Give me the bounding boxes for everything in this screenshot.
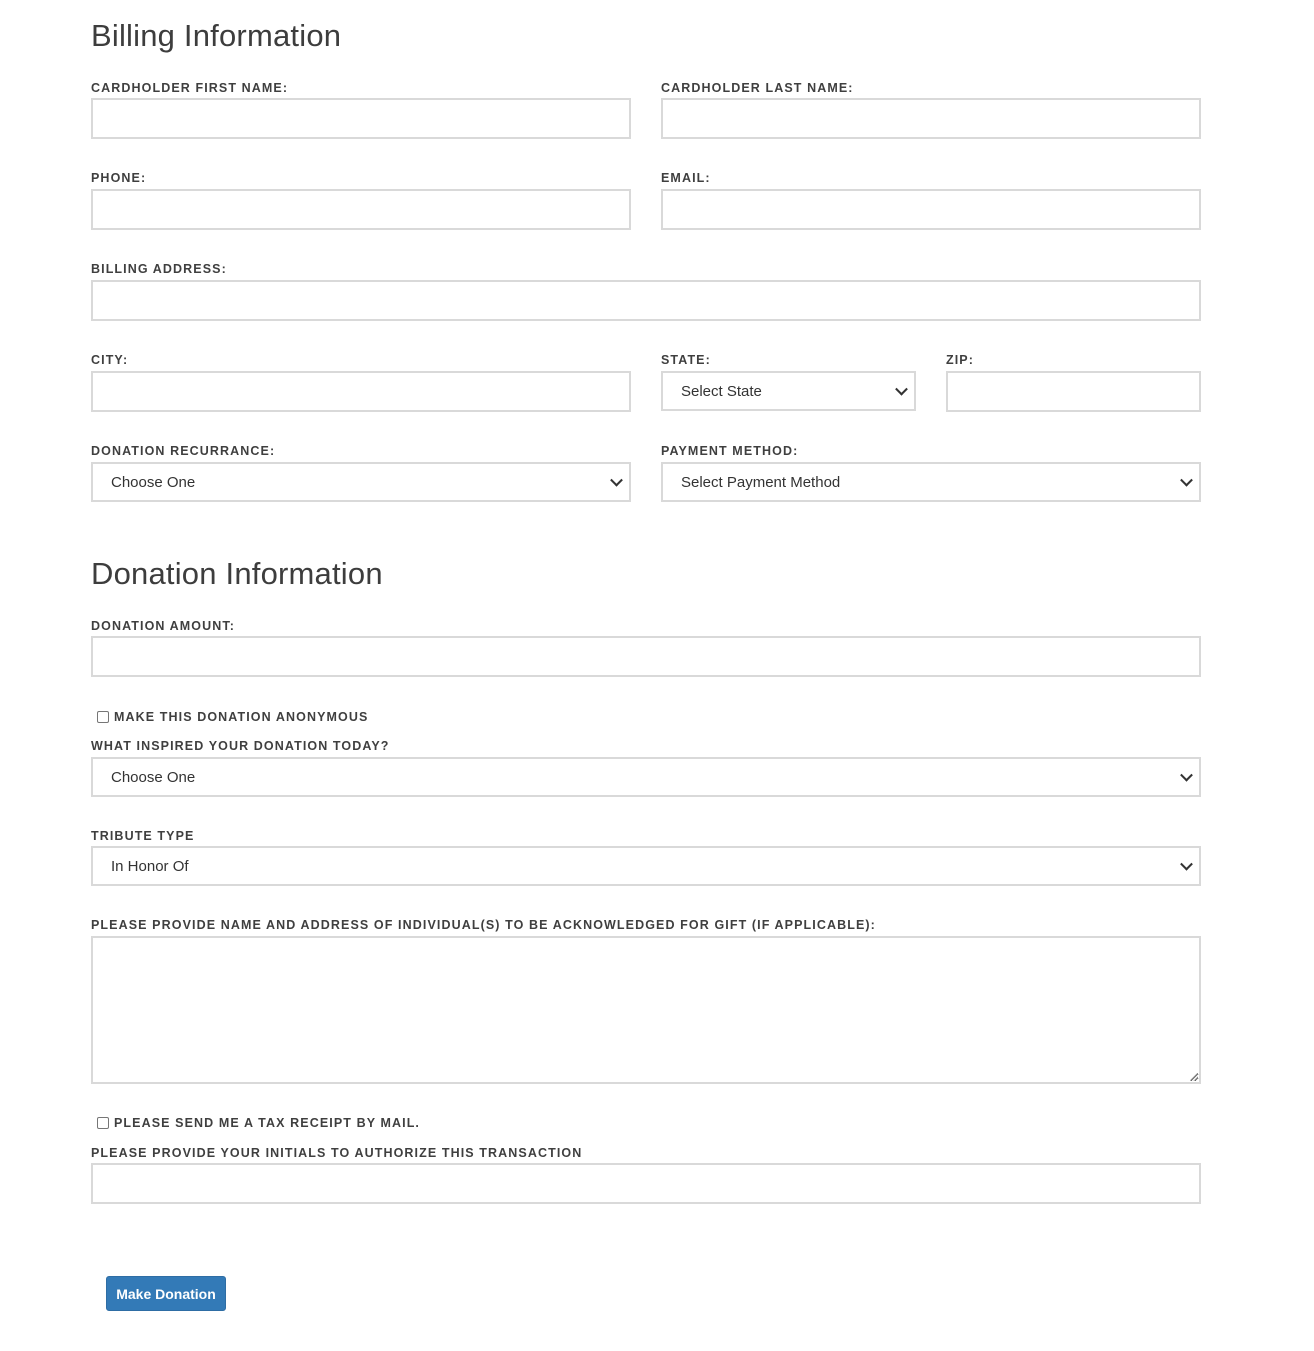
recurrence-select[interactable] [91, 462, 631, 502]
chevron-down-icon [1180, 769, 1193, 782]
tribute-type-label: TRIBUTE TYPE [91, 829, 195, 843]
first-name-label: CARDHOLDER FIRST NAME: [91, 81, 289, 95]
last-name-label: CARDHOLDER LAST NAME: [661, 81, 854, 95]
initials-field[interactable] [91, 1163, 1201, 1204]
state-selected-value: Select State [681, 382, 762, 400]
first-name-field[interactable] [91, 98, 631, 139]
inspired-selected-value: Choose One [111, 768, 196, 786]
resize-grip-icon[interactable] [1190, 1073, 1198, 1081]
city-label: CITY: [91, 353, 129, 367]
email-field[interactable] [661, 189, 1201, 230]
chevron-down-icon [895, 383, 908, 396]
payment-method-label: PAYMENT METHOD: [661, 444, 799, 458]
zip-label: ZIP: [946, 353, 975, 367]
tribute-type-selected-value: In Honor Of [111, 857, 189, 875]
billing-address-label: BILLING ADDRESS: [91, 262, 227, 276]
payment-method-select[interactable] [661, 462, 1201, 502]
anonymous-checkbox[interactable] [97, 711, 109, 723]
donation-heading: Donation Information [91, 556, 383, 591]
tax-receipt-label[interactable]: PLEASE SEND ME A TAX RECEIPT BY MAIL. [114, 1116, 421, 1130]
anonymous-label[interactable]: MAKE THIS DONATION ANONYMOUS [114, 710, 369, 724]
tax-receipt-checkbox[interactable] [97, 1117, 109, 1129]
make-donation-button[interactable]: Make Donation [106, 1276, 226, 1311]
state-select[interactable] [661, 371, 916, 411]
chevron-down-icon [1180, 858, 1193, 871]
acknowledge-textarea-wrap [91, 936, 1201, 1084]
recurrence-label: DONATION RECURRANCE: [91, 444, 276, 458]
tribute-type-select[interactable] [91, 846, 1201, 886]
phone-field[interactable] [91, 189, 631, 230]
inspired-select[interactable] [91, 757, 1201, 797]
billing-address-field[interactable] [91, 280, 1201, 321]
recurrence-selected-value: Choose One [111, 473, 196, 491]
city-field[interactable] [91, 371, 631, 412]
acknowledge-textarea[interactable] [91, 936, 1201, 1084]
phone-label: PHONE: [91, 171, 147, 185]
zip-field[interactable] [946, 371, 1201, 412]
donation-amount-field[interactable] [91, 636, 1201, 677]
state-label: STATE: [661, 353, 711, 367]
chevron-down-icon [610, 474, 623, 487]
payment-method-selected-value: Select Payment Method [681, 473, 841, 491]
acknowledge-label: PLEASE PROVIDE NAME AND ADDRESS OF INDIVIDUAL(S) TO BE ACKNOWLEDGED FOR GIFT (IF APPLICABLE): [91, 918, 876, 932]
inspired-label: WHAT INSPIRED YOUR DONATION TODAY? [91, 739, 390, 753]
last-name-field[interactable] [661, 98, 1201, 139]
email-label: EMAIL: [661, 171, 711, 185]
billing-heading: Billing Information [91, 18, 342, 53]
initials-label: PLEASE PROVIDE YOUR INITIALS TO AUTHORIZE THIS TRANSACTION [91, 1146, 583, 1160]
chevron-down-icon [1180, 474, 1193, 487]
donation-amount-label: DONATION AMOUNT: [91, 619, 235, 633]
